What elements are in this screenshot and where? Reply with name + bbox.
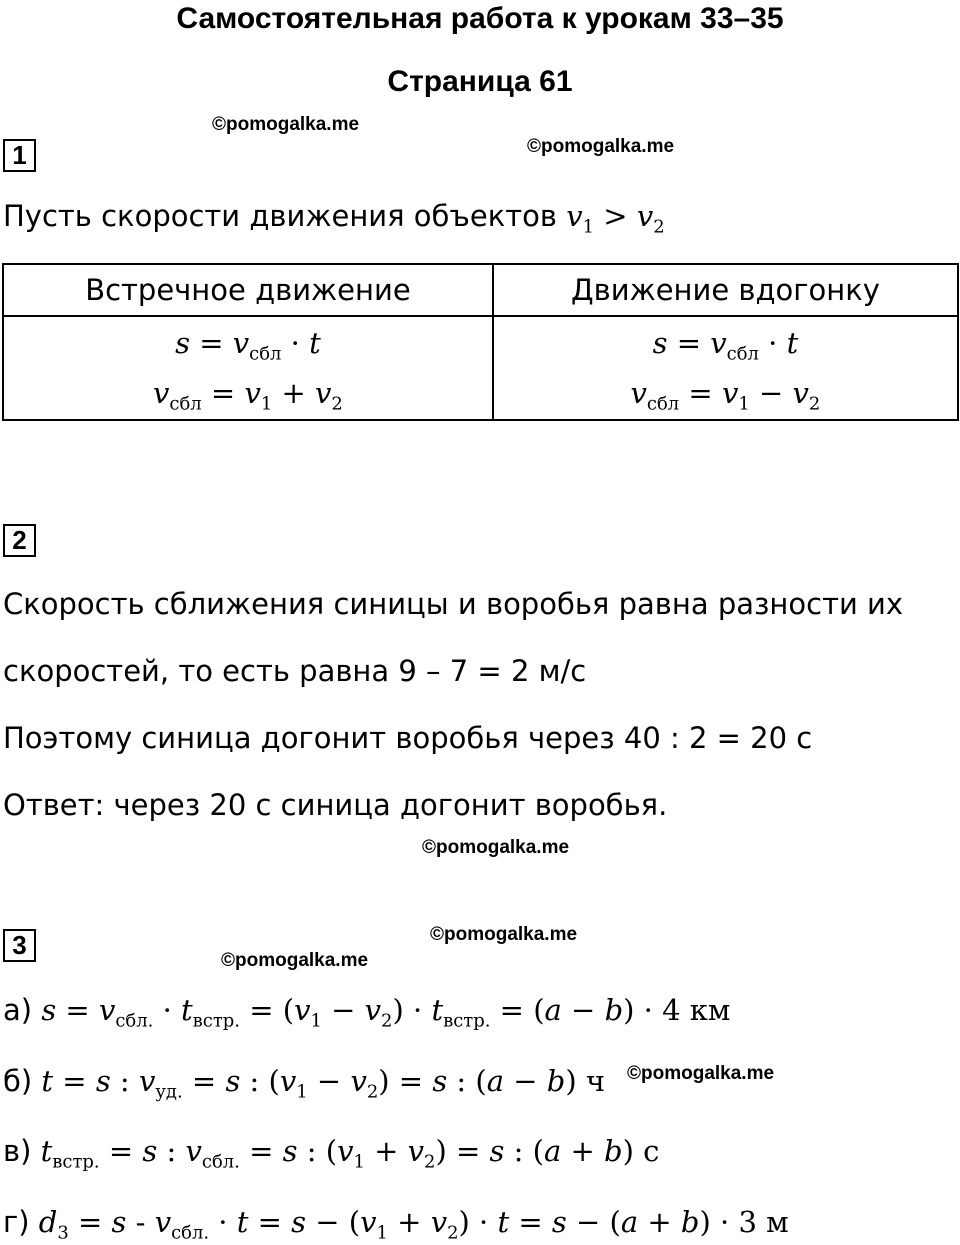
task1-intro-text: Пусть скорости движения объектов bbox=[3, 199, 558, 233]
table-header-cell: Движение вдогонку bbox=[493, 264, 958, 316]
task2-line: скоростей, то есть равна 9 – 7 = 2 м/с bbox=[3, 654, 587, 688]
watermark: ©pomogalka.me bbox=[422, 837, 570, 858]
task2-line: Поэтому синица догонит воробья через 40 : 2 = 20 с bbox=[3, 721, 813, 755]
worksheet-title: Самостоятельная работа к урокам 33–35 bbox=[176, 2, 784, 35]
table-header-cell: Встречное движение bbox=[3, 264, 493, 316]
task-number-box: 1 bbox=[3, 139, 36, 172]
watermark: ©pomogalka.me bbox=[627, 1063, 775, 1084]
page-number: Страница 61 bbox=[387, 65, 573, 98]
watermark: ©pomogalka.me bbox=[212, 114, 360, 135]
distance-formula: $s = v_{сбл} \cdot t$ bbox=[175, 326, 321, 365]
closing-speed-formula: $v_{сбл} = v_1 + v_2$ bbox=[153, 376, 343, 415]
task3-item-c: в) $t_{встр.} = s$ : $v_{сбл.} = s$ : $(v_1 + v_2) = s$ : (a + b) с bbox=[3, 1134, 660, 1173]
task-number-box: 3 bbox=[3, 929, 36, 962]
speed-comparison-formula: $v_1 > v_2$ bbox=[566, 199, 665, 238]
motion-formulas-table bbox=[2, 263, 959, 421]
closing-speed-formula: $v_{сбл} = v_1 - v_2$ bbox=[630, 376, 821, 415]
task-number-box: 2 bbox=[3, 524, 36, 557]
watermark: ©pomogalka.me bbox=[527, 136, 675, 157]
watermark: ©pomogalka.me bbox=[221, 950, 369, 971]
task3-item-b: б) t = s : $v_{уд.} = s$ : $(v_1 - v_2) = s$ : (a − b) ч bbox=[3, 1064, 606, 1103]
table-formula-cell bbox=[3, 316, 493, 420]
task1-intro bbox=[3, 199, 665, 238]
task2-answer: Ответ: через 20 с синица догонит воробья. bbox=[3, 788, 668, 822]
task2-line: Скорость сближения синицы и воробья равна разности их bbox=[3, 587, 904, 621]
watermark: ©pomogalka.me bbox=[430, 924, 578, 945]
table-formula-cell bbox=[493, 316, 958, 420]
task3-item-a: а) $s = v_{сбл.} \cdot t_{встр.} = (v_1 - v_2) \cdot t_{встр.} = (a - b) \cdot 4$ км bbox=[3, 993, 731, 1032]
task3-item-d: г) $d_3 = s - v_{сбл.} \cdot t = s - (v_1 + v_2) \cdot t = s - (a + b) \cdot 3$ м bbox=[3, 1205, 789, 1244]
distance-formula: $s = v_{сбл} \cdot t$ bbox=[652, 326, 799, 365]
